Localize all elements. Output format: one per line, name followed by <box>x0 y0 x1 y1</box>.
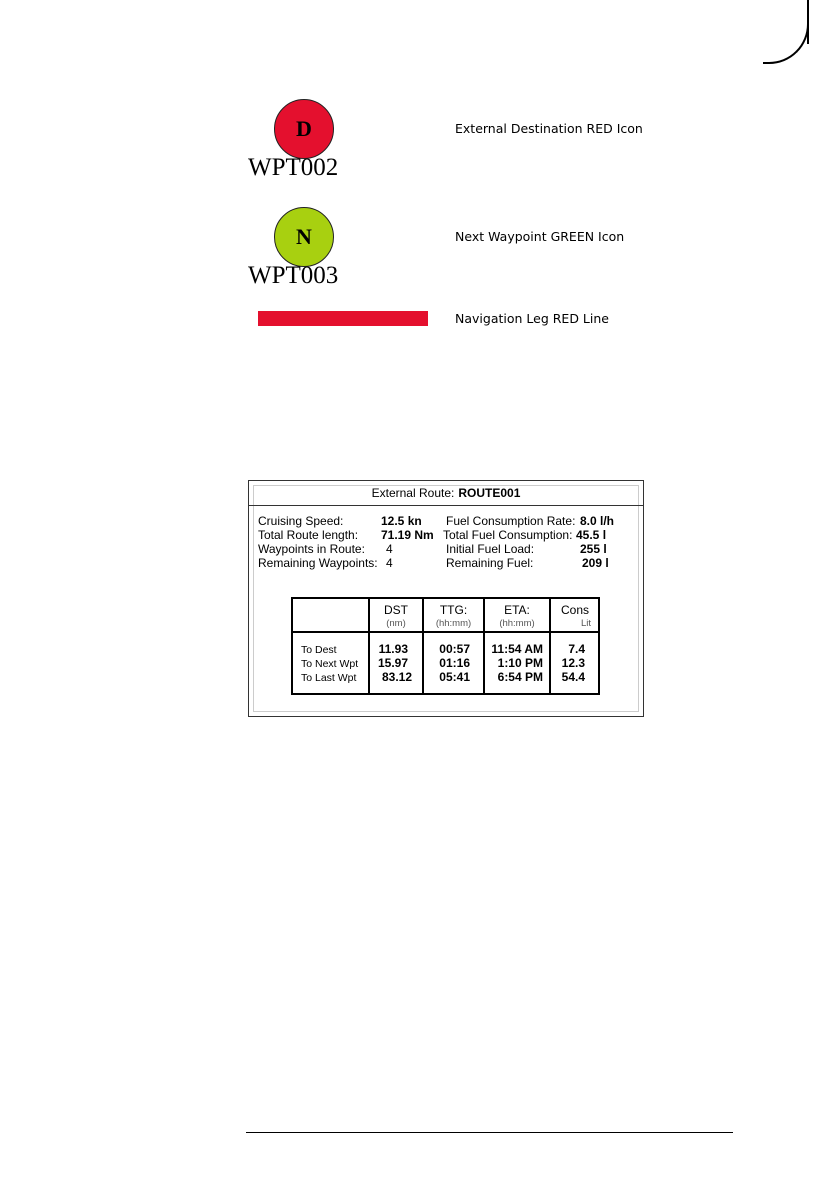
cell-ttg: 00:57 <box>439 642 470 656</box>
cell-cons: 7.4 <box>568 642 585 656</box>
cell-cons: 54.4 <box>561 670 585 684</box>
next-waypoint-label: WPT003 <box>248 262 339 289</box>
stat-label-waypoints-in-route: Waypoints in Route: <box>258 542 365 556</box>
cell-ttg: 05:41 <box>439 670 470 684</box>
stat-value-total-fuel-consumption: 45.5 l <box>576 528 607 542</box>
route-summary-table <box>291 597 600 695</box>
navigation-leg-line <box>258 311 428 326</box>
stat-label-remaining-waypoints: Remaining Waypoints: <box>258 556 378 570</box>
stat-value-total-route-length: 71.19 Nm <box>381 528 434 542</box>
navigation-leg-legend-caption: Navigation Leg RED Line <box>455 311 609 326</box>
column-header-eta: ETA: <box>504 603 530 617</box>
stat-label-remaining-fuel: Remaining Fuel: <box>446 556 534 570</box>
cell-dst: 15.97 <box>377 656 408 670</box>
cell-eta: 1:10 PM <box>497 656 543 670</box>
column-unit-eta: (hh:mm) <box>499 618 535 629</box>
stat-value-initial-fuel-load: 255 l <box>580 542 607 556</box>
cell-cons: 12.3 <box>561 656 585 670</box>
row-label-to-dest: To Dest <box>301 644 337 656</box>
stat-label-fuel-consumption-rate: Fuel Consumption Rate: <box>446 514 576 528</box>
page-edge-rule <box>807 0 809 44</box>
stat-value-waypoints-in-route: 4 <box>386 542 393 556</box>
column-header-dst: DST <box>384 603 408 617</box>
destination-marker-icon <box>274 99 334 159</box>
next-waypoint-legend-caption: Next Waypoint GREEN Icon <box>455 229 625 244</box>
cell-eta: 11:54 AM <box>491 642 543 656</box>
stat-label-total-fuel-consumption: Total Fuel Consumption: <box>443 528 573 542</box>
destination-legend-caption: External Destination RED Icon <box>455 121 643 136</box>
stat-label-total-route-length: Total Route length: <box>258 528 359 542</box>
stat-value-remaining-fuel: 209 l <box>582 556 609 570</box>
route-name: ROUTE001 <box>458 486 521 500</box>
column-header-ttg: TTG: <box>439 603 468 617</box>
stat-label-cruising-speed: Cruising Speed: <box>258 514 344 528</box>
row-label-to-next-wpt: To Next Wpt <box>301 658 359 670</box>
next-waypoint-marker-icon <box>274 207 334 267</box>
panel-title <box>249 481 643 506</box>
cell-eta: 6:54 PM <box>497 670 543 684</box>
destination-waypoint-label: WPT002 <box>248 154 339 181</box>
column-header-cons: Cons <box>560 603 589 617</box>
row-label-to-last-wpt: To Last Wpt <box>301 672 357 684</box>
cell-ttg: 01:16 <box>439 656 470 670</box>
next-waypoint-letter: N <box>296 224 312 249</box>
cell-dst: 11.93 <box>378 642 408 656</box>
header-divider <box>293 631 598 633</box>
cell-dst: 83.12 <box>381 670 412 684</box>
page-edge-curve <box>763 24 809 64</box>
column-unit-ttg: (hh:mm) <box>435 618 472 629</box>
column-unit-cons: Lit <box>580 618 591 629</box>
stat-value-fuel-consumption-rate: 8.0 l/h <box>580 514 615 528</box>
footer-rule <box>246 1132 733 1133</box>
destination-letter: D <box>296 116 312 141</box>
stat-value-remaining-waypoints: 4 <box>386 556 393 570</box>
stat-label-initial-fuel-load: Initial Fuel Load: <box>446 542 535 556</box>
column-unit-dst: (nm) <box>386 618 406 629</box>
panel-title-label: External Route: <box>371 486 455 500</box>
stat-value-cruising-speed: 12.5 kn <box>381 514 422 528</box>
